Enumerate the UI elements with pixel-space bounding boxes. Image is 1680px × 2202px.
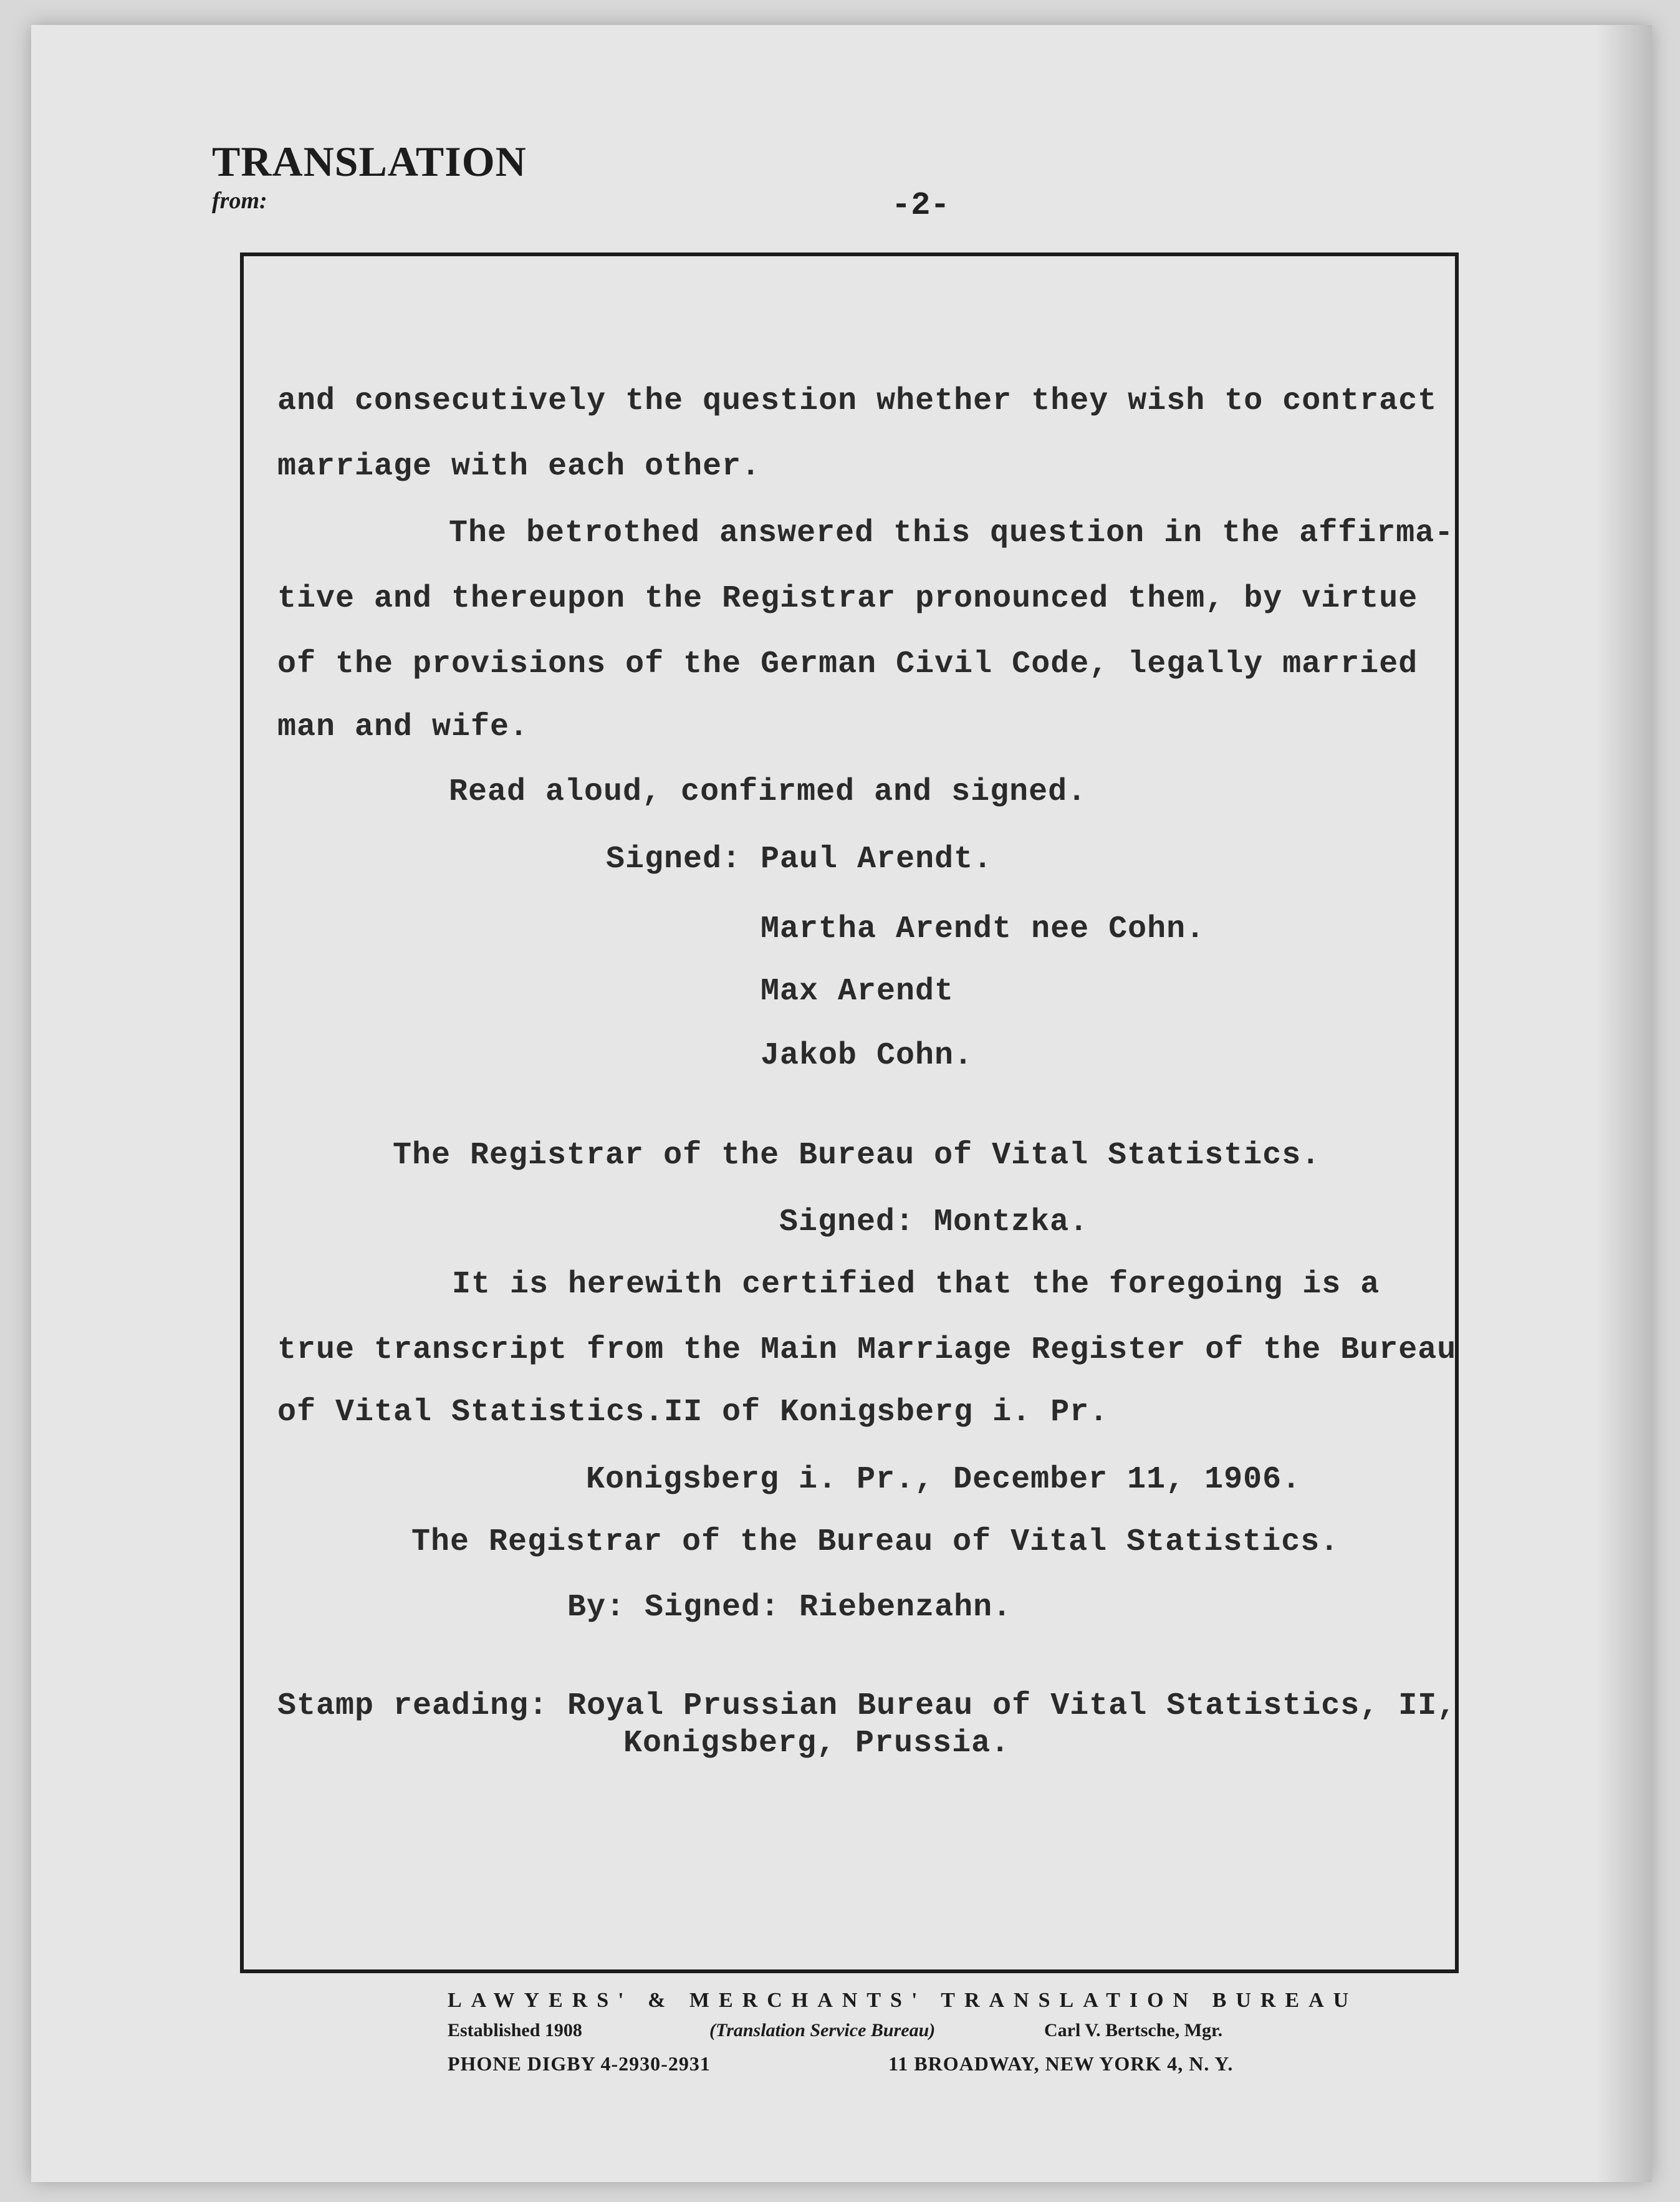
body-line: man and wife. xyxy=(277,709,529,745)
body-line: of Vital Statistics.II of Konigsberg i. Pr. xyxy=(277,1395,1109,1430)
signature-line: By: Signed: Riebenzahn. xyxy=(567,1590,1012,1625)
body-line: It is herewith certified that the foregoing is a xyxy=(452,1267,1380,1302)
letterhead-from-label: from: xyxy=(212,188,267,214)
footer-phone: PHONE DIGBY 4-2930-2931 xyxy=(448,2052,711,2075)
body-line: The Registrar of the Bureau of Vital Statistics. xyxy=(393,1138,1321,1173)
page-edge-shadow xyxy=(1596,25,1652,2182)
page-number: -2- xyxy=(891,187,950,224)
body-line: true transcript from the Main Marriage Register of the Bureau xyxy=(277,1332,1457,1368)
footer-established: Established 1908 xyxy=(448,2020,582,2041)
body-line: tive and thereupon the Registrar pronounced them, by virtue xyxy=(277,581,1418,617)
footer-address: 11 BROADWAY, NEW YORK 4, N. Y. xyxy=(888,2052,1234,2075)
signature-line: Jakob Cohn. xyxy=(761,1038,974,1074)
signature-line: Martha Arendt nee Cohn. xyxy=(761,911,1206,947)
letterhead-title: TRANSLATION xyxy=(212,138,527,185)
stamp-line: Stamp reading: Royal Prussian Bureau of Vital Statistics, II, xyxy=(277,1688,1457,1724)
body-line: Konigsberg i. Pr., December 11, 1906. xyxy=(586,1462,1302,1498)
body-line: Read aloud, confirmed and signed. xyxy=(449,774,1087,810)
footer-manager: Carl V. Bertsche, Mgr. xyxy=(1044,2020,1223,2041)
body-line: of the provisions of the German Civil Code, legally married xyxy=(277,647,1418,682)
body-line: marriage with each other. xyxy=(277,449,761,484)
signature-line: Signed: Montzka. xyxy=(779,1204,1089,1240)
signature-line: Max Arendt xyxy=(761,974,954,1009)
signature-line: Signed: Paul Arendt. xyxy=(606,842,993,877)
footer-service: (Translation Service Bureau) xyxy=(709,2020,936,2041)
body-line: and consecutively the question whether they wish to contract xyxy=(277,383,1438,419)
stamp-line: Konigsberg, Prussia. xyxy=(623,1726,1010,1761)
body-line: The Registrar of the Bureau of Vital Statistics. xyxy=(411,1524,1340,1560)
body-line: The betrothed answered this question in the affirma- xyxy=(449,516,1454,551)
footer-bureau-name: LAWYERS' & MERCHANTS' TRANSLATION BUREAU xyxy=(448,1989,1358,2012)
